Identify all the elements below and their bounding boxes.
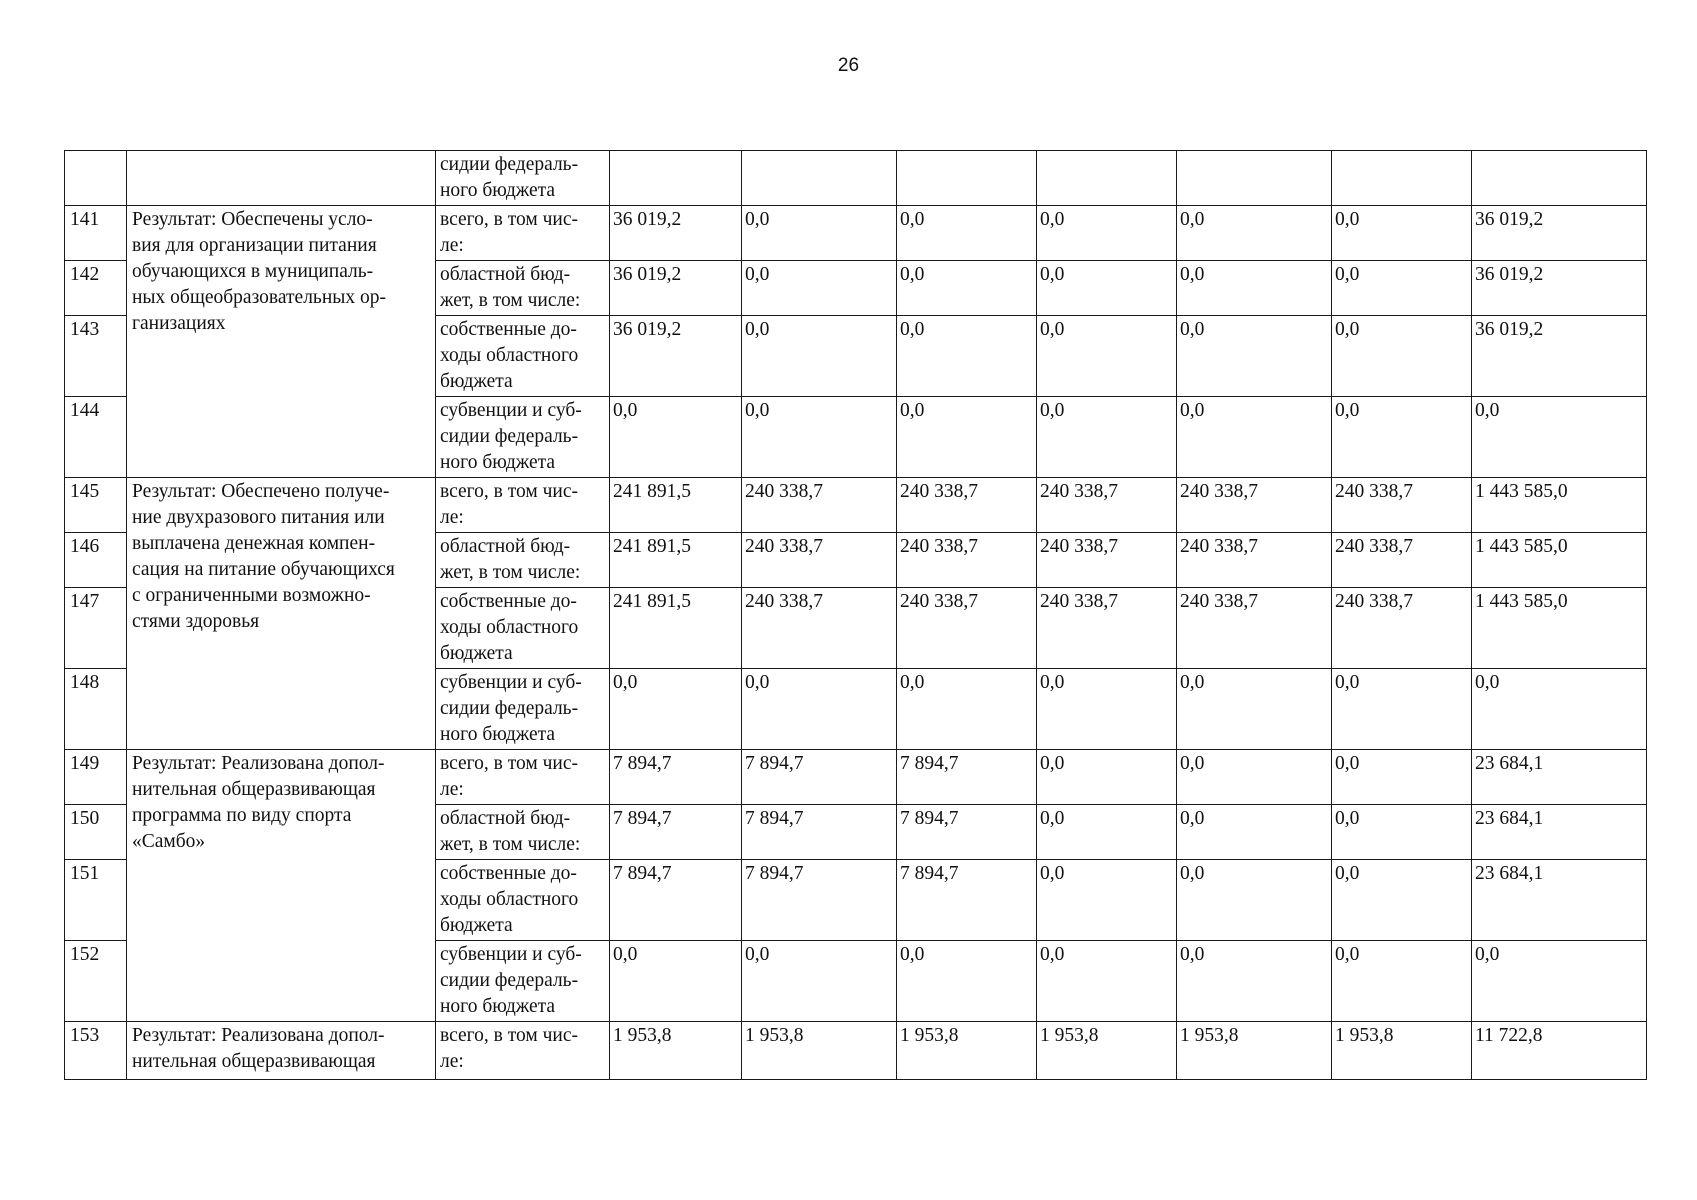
value-cell: 7 894,7: [897, 750, 1037, 805]
value-cell: 240 338,7: [1332, 478, 1472, 533]
value-cell: 0,0: [897, 941, 1037, 1022]
value-cell: 1 953,8: [1037, 1022, 1177, 1080]
funding-source: областной бюд- жет, в том числе:: [436, 533, 610, 588]
row-number: 153: [65, 1022, 127, 1080]
value-cell: 0,0: [1332, 805, 1472, 860]
value-cell: 0,0: [1332, 206, 1472, 261]
value-cell: 0,0: [742, 941, 897, 1022]
funding-source: областной бюд- жет, в том числе:: [436, 261, 610, 316]
value-cell: 240 338,7: [897, 478, 1037, 533]
funding-source: субвенции и суб- сидии федераль- ного бюджета: [436, 397, 610, 478]
funding-source: собственные до- ходы областного бюджета: [436, 588, 610, 669]
result-description: Результат: Обеспечены усло- вия для организации питания обучающихся в муниципаль- ных общеобразовательных ор- ганизациях: [127, 206, 436, 478]
value-cell: 0,0: [1037, 261, 1177, 316]
value-cell: 0,0: [1472, 397, 1647, 478]
value-cell: 0,0: [1037, 316, 1177, 397]
value-cell: 0,0: [1177, 206, 1332, 261]
row-number: 149: [65, 750, 127, 805]
value-cell: 7 894,7: [742, 860, 897, 941]
value-cell: 0,0: [742, 669, 897, 750]
value-cell: 7 894,7: [610, 750, 742, 805]
value-cell: 7 894,7: [610, 805, 742, 860]
value-cell: 0,0: [1037, 669, 1177, 750]
value-cell: 240 338,7: [742, 478, 897, 533]
funding-source: всего, в том чис- ле:: [436, 1022, 610, 1080]
value-cell: 0,0: [1332, 750, 1472, 805]
value-cell: [1472, 151, 1647, 206]
table-row: [65, 750, 1647, 805]
value-cell: 36 019,2: [610, 261, 742, 316]
table-row: [65, 206, 1647, 261]
row-number: 148: [65, 669, 127, 750]
value-cell: 0,0: [742, 261, 897, 316]
funding-source: собственные до- ходы областного бюджета: [436, 316, 610, 397]
value-cell: 36 019,2: [610, 316, 742, 397]
value-cell: 0,0: [1037, 941, 1177, 1022]
value-cell: 0,0: [1177, 397, 1332, 478]
value-cell: 23 684,1: [1472, 750, 1647, 805]
value-cell: 0,0: [1332, 669, 1472, 750]
row-number: 146: [65, 533, 127, 588]
value-cell: 240 338,7: [1037, 533, 1177, 588]
row-number: 150: [65, 805, 127, 860]
table-body: [65, 151, 1647, 1080]
value-cell: 7 894,7: [742, 805, 897, 860]
value-cell: 0,0: [897, 206, 1037, 261]
funding-source: всего, в том чис- ле:: [436, 478, 610, 533]
value-cell: 0,0: [1177, 261, 1332, 316]
value-cell: 0,0: [1332, 261, 1472, 316]
value-cell: 0,0: [1332, 860, 1472, 941]
value-cell: 0,0: [1177, 316, 1332, 397]
value-cell: 0,0: [1472, 669, 1647, 750]
value-cell: 7 894,7: [742, 750, 897, 805]
value-cell: 0,0: [1332, 397, 1472, 478]
value-cell: 0,0: [1177, 860, 1332, 941]
value-cell: 0,0: [610, 941, 742, 1022]
row-number: 141: [65, 206, 127, 261]
value-cell: 240 338,7: [897, 533, 1037, 588]
value-cell: 0,0: [1037, 805, 1177, 860]
value-cell: 240 338,7: [1332, 588, 1472, 669]
value-cell: 241 891,5: [610, 478, 742, 533]
value-cell: [1177, 151, 1332, 206]
value-cell: 0,0: [742, 316, 897, 397]
budget-table: [64, 150, 1647, 1080]
value-cell: 0,0: [1332, 941, 1472, 1022]
row-number: 151: [65, 860, 127, 941]
value-cell: [1332, 151, 1472, 206]
value-cell: 1 443 585,0: [1472, 533, 1647, 588]
funding-source: субвенции и суб- сидии федераль- ного бюджета: [436, 669, 610, 750]
result-description: [127, 151, 436, 206]
value-cell: 240 338,7: [1037, 478, 1177, 533]
value-cell: 1 953,8: [1332, 1022, 1472, 1080]
page-number: 26: [837, 55, 860, 76]
value-cell: 11 722,8: [1472, 1022, 1647, 1080]
row-number: 145: [65, 478, 127, 533]
funding-source: субвенции и суб- сидии федераль- ного бюджета: [436, 941, 610, 1022]
value-cell: 0,0: [1037, 397, 1177, 478]
value-cell: 36 019,2: [610, 206, 742, 261]
row-number: 142: [65, 261, 127, 316]
value-cell: 0,0: [897, 397, 1037, 478]
value-cell: 7 894,7: [897, 805, 1037, 860]
value-cell: 0,0: [1037, 206, 1177, 261]
value-cell: 23 684,1: [1472, 805, 1647, 860]
value-cell: 1 953,8: [610, 1022, 742, 1080]
value-cell: [610, 151, 742, 206]
value-cell: 240 338,7: [1177, 533, 1332, 588]
result-description: Результат: Реализована допол- нительная общеразвивающая программа по виду спорта «Самбо»: [127, 750, 436, 1022]
value-cell: 36 019,2: [1472, 316, 1647, 397]
value-cell: 0,0: [897, 316, 1037, 397]
value-cell: 1 443 585,0: [1472, 588, 1647, 669]
table-row: [65, 1022, 1647, 1080]
value-cell: 240 338,7: [897, 588, 1037, 669]
value-cell: 0,0: [742, 206, 897, 261]
value-cell: 241 891,5: [610, 588, 742, 669]
value-cell: 240 338,7: [1177, 588, 1332, 669]
funding-source: всего, в том чис- ле:: [436, 750, 610, 805]
row-number: 144: [65, 397, 127, 478]
funding-source: сидии федераль- ного бюджета: [436, 151, 610, 206]
result-description: Результат: Обеспечено получе- ние двухразового питания или выплачена денежная компен- сация на питание обучающихся с ограниченными возможно- стями здоровья: [127, 478, 436, 750]
value-cell: 0,0: [1037, 750, 1177, 805]
funding-source: областной бюд- жет, в том числе:: [436, 805, 610, 860]
value-cell: 240 338,7: [742, 588, 897, 669]
value-cell: 0,0: [897, 261, 1037, 316]
value-cell: 0,0: [1472, 941, 1647, 1022]
value-cell: 0,0: [610, 669, 742, 750]
value-cell: 23 684,1: [1472, 860, 1647, 941]
row-number: 152: [65, 941, 127, 1022]
value-cell: 240 338,7: [742, 533, 897, 588]
row-number: [65, 151, 127, 206]
value-cell: 0,0: [610, 397, 742, 478]
funding-source: собственные до- ходы областного бюджета: [436, 860, 610, 941]
value-cell: 240 338,7: [1177, 478, 1332, 533]
value-cell: 36 019,2: [1472, 261, 1647, 316]
value-cell: [897, 151, 1037, 206]
value-cell: 0,0: [742, 397, 897, 478]
value-cell: 0,0: [1177, 750, 1332, 805]
table-row: [65, 478, 1647, 533]
value-cell: 0,0: [1332, 316, 1472, 397]
table-row: [65, 151, 1647, 206]
value-cell: 0,0: [1177, 941, 1332, 1022]
value-cell: 0,0: [897, 669, 1037, 750]
value-cell: 7 894,7: [610, 860, 742, 941]
row-number: 143: [65, 316, 127, 397]
funding-source: всего, в том чис- ле:: [436, 206, 610, 261]
value-cell: 0,0: [1177, 669, 1332, 750]
result-description: Результат: Реализована допол- нительная общеразвивающая: [127, 1022, 436, 1080]
value-cell: 1 953,8: [742, 1022, 897, 1080]
value-cell: [742, 151, 897, 206]
value-cell: 1 953,8: [1177, 1022, 1332, 1080]
value-cell: 7 894,7: [897, 860, 1037, 941]
value-cell: 36 019,2: [1472, 206, 1647, 261]
value-cell: 1 953,8: [897, 1022, 1037, 1080]
value-cell: 240 338,7: [1332, 533, 1472, 588]
value-cell: [1037, 151, 1177, 206]
row-number: 147: [65, 588, 127, 669]
value-cell: 1 443 585,0: [1472, 478, 1647, 533]
value-cell: 240 338,7: [1037, 588, 1177, 669]
value-cell: 0,0: [1177, 805, 1332, 860]
value-cell: 241 891,5: [610, 533, 742, 588]
value-cell: 0,0: [1037, 860, 1177, 941]
